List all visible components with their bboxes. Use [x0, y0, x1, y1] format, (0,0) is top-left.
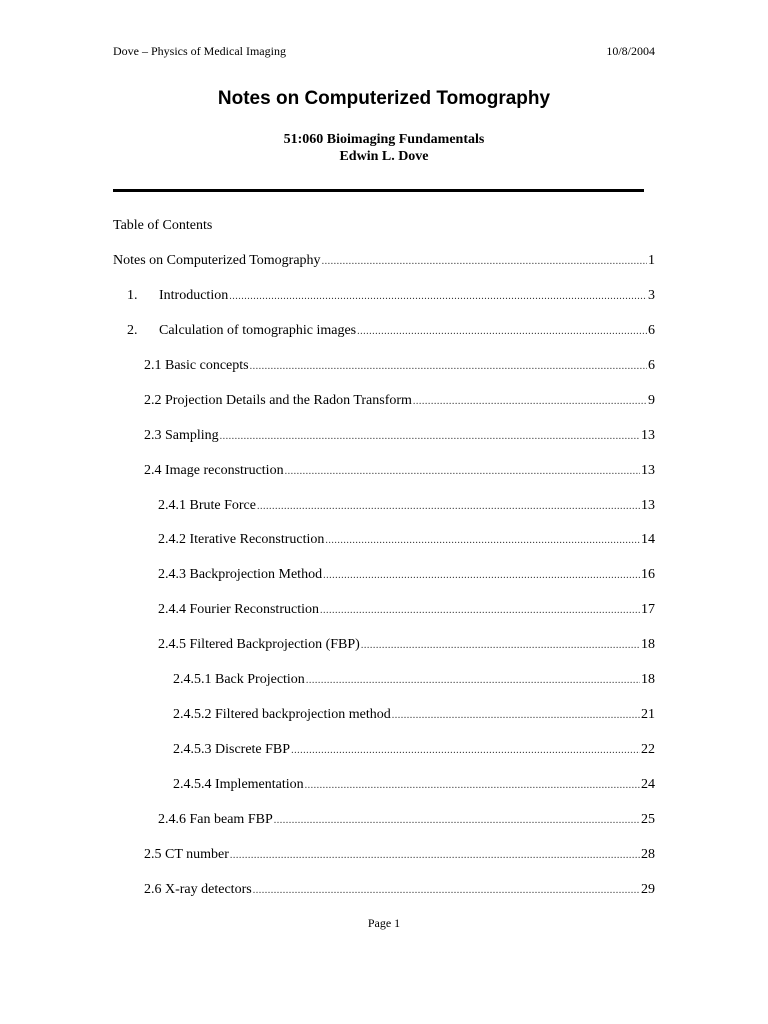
- toc-entry-page: 14: [641, 532, 655, 547]
- toc-entry-label: 2.4.5.4 Implementation: [173, 777, 304, 792]
- document-title: Notes on Computerized Tomography: [217, 88, 551, 109]
- toc-entry-page: 18: [641, 637, 655, 652]
- toc-entry-page: 13: [641, 463, 655, 478]
- toc-entry-page: 13: [641, 498, 655, 513]
- toc-entry-label: 2.1 Basic concepts: [144, 358, 249, 373]
- toc-entry[interactable]: [173, 742, 655, 760]
- toc-entry[interactable]: [144, 393, 655, 411]
- toc-entry-label: 2.5 CT number: [144, 847, 229, 862]
- toc-leader-dots: [305, 780, 640, 791]
- toc-entry-label: 2.4.6 Fan beam FBP: [158, 812, 273, 827]
- toc-heading: Table of Contents: [113, 218, 213, 233]
- toc-entry-label: Calculation of tomographic images: [159, 323, 357, 338]
- toc-entry[interactable]: [173, 777, 655, 795]
- toc-entry-page: 22: [641, 742, 655, 757]
- toc-entry-label: 2.4.4 Fourier Reconstruction: [158, 602, 319, 617]
- toc-entry-page: 1: [648, 253, 655, 268]
- toc-leader-dots: [285, 466, 640, 477]
- toc-leader-dots: [325, 535, 640, 546]
- toc-entry[interactable]: [158, 567, 655, 585]
- toc-entry[interactable]: [144, 847, 655, 865]
- toc-entry[interactable]: [158, 532, 655, 550]
- toc-entry-label: Introduction: [159, 288, 229, 303]
- toc-entry-page: 25: [641, 812, 655, 827]
- toc-leader-dots: [392, 710, 640, 721]
- page-number-footer: Page 1: [367, 916, 401, 930]
- toc-entry[interactable]: [173, 672, 655, 690]
- author-name: Edwin L. Dove: [339, 149, 429, 164]
- toc-entry-page: 21: [641, 707, 655, 722]
- toc-entry[interactable]: [113, 253, 655, 271]
- toc-leader-dots: [357, 326, 647, 337]
- toc-entry-page: 9: [648, 393, 655, 408]
- toc-entry-label: 2.4.5 Filtered Backprojection (FBP): [158, 637, 360, 652]
- toc-entry-page: 24: [641, 777, 655, 792]
- toc-entry-label: 2.4.5.2 Filtered backprojection method: [173, 707, 391, 722]
- toc-entry[interactable]: [127, 288, 655, 306]
- toc-entry-label: 2.4.5.1 Back Projection: [173, 672, 305, 687]
- toc-leader-dots: [291, 745, 640, 756]
- toc-entry-label: 2.6 X-ray detectors: [144, 882, 252, 897]
- title-divider: [113, 189, 644, 192]
- running-header-title: Dove – Physics of Medical Imaging: [113, 44, 286, 58]
- toc-entry-label: Notes on Computerized Tomography: [113, 253, 321, 268]
- toc-leader-dots: [320, 605, 640, 616]
- toc-leader-dots: [230, 850, 640, 861]
- toc-leader-dots: [229, 291, 647, 302]
- toc-entry-page: 3: [648, 288, 655, 303]
- toc-leader-dots: [220, 431, 640, 442]
- toc-entry[interactable]: [144, 463, 655, 481]
- toc-entry-page: 6: [648, 323, 655, 338]
- toc-entry-page: 18: [641, 672, 655, 687]
- toc-leader-dots: [361, 640, 640, 651]
- toc-entry-page: 29: [641, 882, 655, 897]
- toc-entry-label: 2.3 Sampling: [144, 428, 219, 443]
- toc-leader-dots: [322, 256, 647, 267]
- toc-entry[interactable]: [158, 602, 655, 620]
- toc-leader-dots: [250, 361, 647, 372]
- document-subtitle: [0, 131, 768, 165]
- toc-entry[interactable]: [127, 323, 655, 341]
- toc-entry-label: 2.2 Projection Details and the Radon Transform: [144, 393, 412, 408]
- toc-leader-dots: [323, 570, 640, 581]
- toc-leader-dots: [253, 885, 640, 896]
- toc-entry-label: 2.4.1 Brute Force: [158, 498, 256, 513]
- toc-entry[interactable]: [144, 882, 655, 900]
- toc-entry[interactable]: [158, 812, 655, 830]
- toc-entry-label: 2.4 Image reconstruction: [144, 463, 284, 478]
- course-name: 51:060 Bioimaging Fundamentals: [283, 132, 485, 147]
- toc-entry-label: 2.4.5.3 Discrete FBP: [173, 742, 291, 757]
- toc-entry[interactable]: [144, 428, 655, 446]
- toc-entry-label: 2.4.2 Iterative Reconstruction: [158, 532, 325, 547]
- toc-entry[interactable]: [158, 498, 655, 516]
- toc-leader-dots: [413, 396, 647, 407]
- toc-entry-number: 2.: [127, 323, 138, 338]
- toc-entry-number: 1.: [127, 288, 138, 303]
- toc-entry[interactable]: [173, 707, 655, 725]
- toc-entry-page: 6: [648, 358, 655, 373]
- toc-entry[interactable]: [158, 637, 655, 655]
- toc-leader-dots: [257, 501, 640, 512]
- toc-entry-page: 13: [641, 428, 655, 443]
- toc-entry-label: 2.4.3 Backprojection Method: [158, 567, 323, 582]
- toc-leader-dots: [274, 815, 640, 826]
- toc-entry-page: 17: [641, 602, 655, 617]
- running-header-date: 10/8/2004: [606, 44, 655, 58]
- toc-entry-page: 28: [641, 847, 655, 862]
- toc-leader-dots: [306, 675, 640, 686]
- toc-entry-page: 16: [641, 567, 655, 582]
- toc-entry[interactable]: [144, 358, 655, 376]
